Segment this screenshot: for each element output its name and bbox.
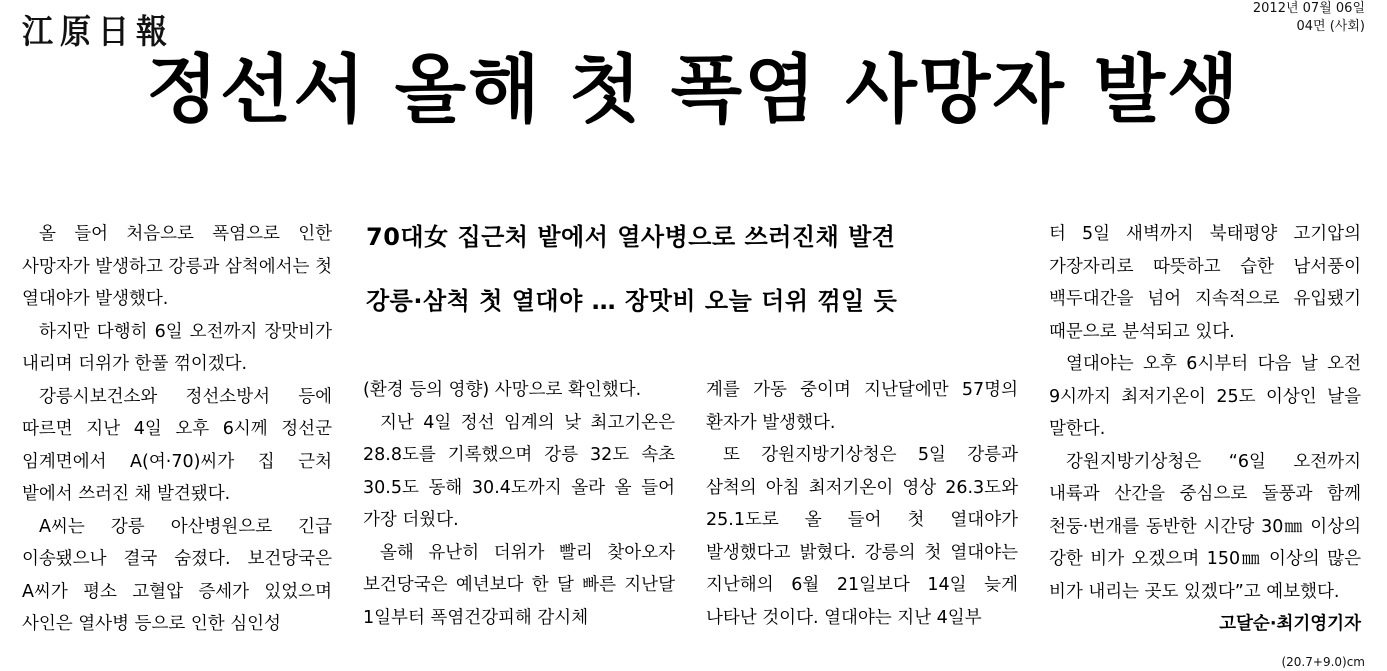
masthead <box>22 0 1365 52</box>
article-column-1 <box>22 218 332 641</box>
article-column-2 <box>363 218 675 641</box>
paragraph: 강원지방기상청은 “6일 오전까지 내륙과 산간을 중심으로 돌풍과 함께 천둥·번개를 동반한 시간당 30㎜ 이상의 강한 비가 오겠으며 150㎜ 이상의 많은 비가 내리는 곳도 있겠다”고 예보했다. <box>1049 451 1361 602</box>
issue-page-section: 04면 (사회) <box>1296 19 1365 34</box>
page-headline: 정선서 올해 첫 폭염 사망자 발생 <box>146 47 1241 133</box>
paragraph: 강릉시보건소와 정선소방서 등에 따르면 지난 4일 오후 6시께 정선군 임계면에서 A(여·70)씨가 집 근처 밭에서 쓰러진 채 발견됐다. <box>22 386 332 504</box>
article-body <box>22 218 1365 641</box>
paragraph: 열대야는 오후 6시부터 다음 날 오전 9시까지 최저기온이 25도 이상인 날을 말한다. <box>1049 354 1361 439</box>
paragraph: 지난 4일 정선 임계의 낮 최고기온은 28.8도를 기록했으며 강릉 32도 속초 30.5도 동해 30.4도까지 올라 올 들어 가장 더웠다. <box>363 412 675 530</box>
paragraph: 하지만 다행히 6일 오전까지 장맛비가 내리며 더위가 한풀 꺾이겠다. <box>22 321 332 374</box>
issue-date: 2012년 07월 06일 <box>1252 1 1365 16</box>
clipping-size-note: (20.7+9.0)cm <box>1281 655 1365 669</box>
newspaper-logo: 江原日報 <box>22 12 174 52</box>
paragraph: A씨는 강릉 아산병원으로 긴급 이송됐으나 결국 숨졌다. 보건당국은 A씨가 평소 고혈압 증세가 있었으며 사인은 열사병 등으로 인한 심인성 <box>22 516 332 634</box>
paragraph: 올해 유난히 더위가 빨리 찾아오자 보건당국은 예년보다 한 달 빠른 지난달 1일부터 폭염건강피해 감시체 <box>363 542 675 628</box>
paragraph: (환경 등의 영향) 사망으로 확인했다. <box>363 380 642 400</box>
paragraph: 올 들어 처음으로 폭염으로 인한 사망자가 발생하고 강릉과 삼척에서는 첫 열대야가 발생했다. <box>22 224 332 309</box>
article-column-4 <box>1049 218 1361 641</box>
subhead-2: 강릉·삼척 첫 열대야 … 장맛비 오늘 더위 꺾일 듯 <box>366 287 898 315</box>
article-byline: 고달순·최기영기자 <box>1219 614 1361 634</box>
subhead-1: 70대女 집근처 밭에서 열사병으로 쓰러진채 발견 <box>366 223 896 251</box>
paragraph: 계를 가동 중이며 지난달에만 57명의 환자가 발생했다. <box>706 380 1018 433</box>
article-column-3 <box>706 218 1018 641</box>
paragraph: 터 5일 새벽까지 북태평양 고기압의 가장자리로 따뜻하고 습한 남서풍이 백두대간을 넘어 지속적으로 유입됐기 때문으로 분석되고 있다. <box>1049 224 1361 342</box>
issue-info <box>1253 0 1365 36</box>
paragraph: 또 강원지방기상청은 5일 강릉과 삼척의 아침 최저기온이 영상 26.3도와 25.1도로 올 들어 첫 열대야가 발생했다고 밝혔다. 강릉의 첫 열대야는 지난해의 6월 21일보다 14일 늦게 나타난 것이다. 열대야는 지난 4일부 <box>706 445 1018 628</box>
